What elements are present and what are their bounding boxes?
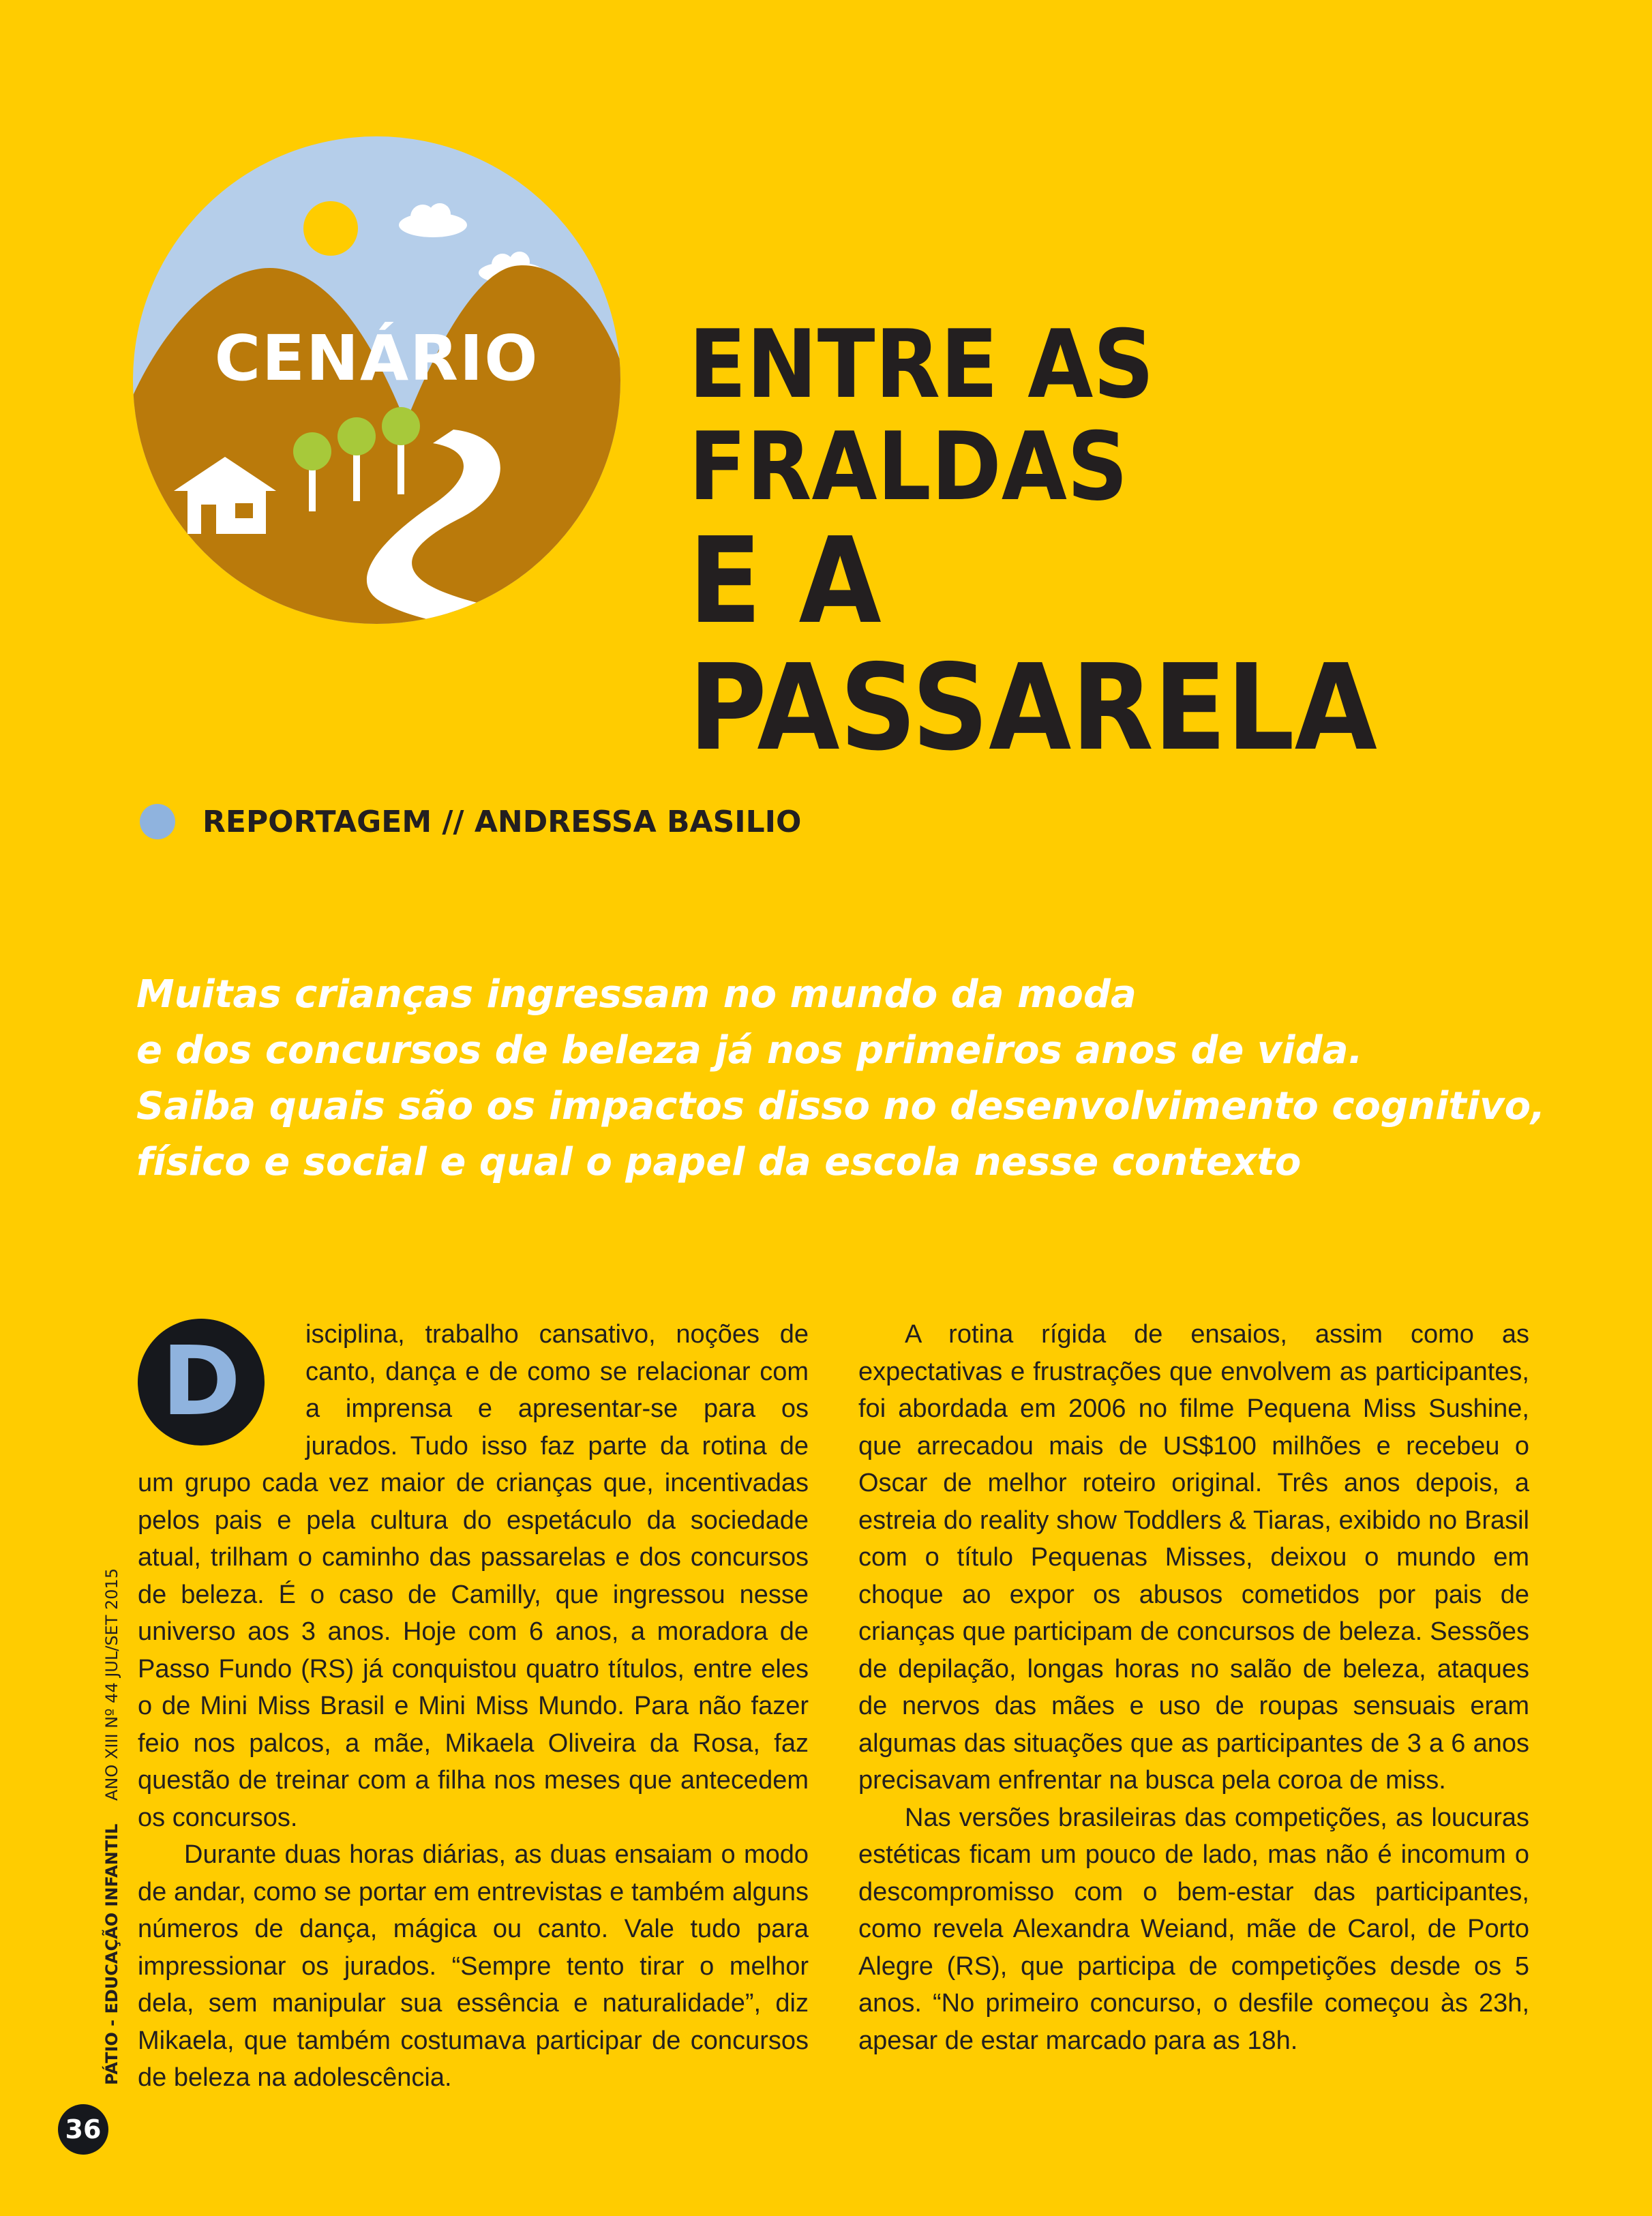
issue-info: ANO XIII Nº 44 JUL/SET 2015: [102, 1568, 121, 1801]
publication-name: PÁTIO - EDUCAÇÃO INFANTIL: [102, 1823, 121, 2085]
page-number: 36: [58, 2104, 108, 2155]
cenario-badge: [133, 136, 620, 624]
paragraph: Nas versões brasileiras das competições, as loucuras estéticas ficam um pouco de lado, mas não é incomum o descompromisso com o bem-estar das participantes, como revela Alexandra Weiand, mãe de Carol, de Porto Alegre (RS), que participa de competições desde os 5 anos. “No primeiro concurso, o desfile começou às 23h, apesar de estar marcado para as 18h.: [858, 1803, 1529, 2055]
article-title: [689, 310, 1505, 777]
title-line-1: ENTRE AS FRALDAS: [689, 310, 1154, 522]
title-line-2: E A PASSARELA: [689, 512, 1377, 777]
lede-line: Muitas crianças ingressam no mundo da moda: [136, 972, 1137, 1017]
lede-line: Saiba quais são os impactos disso no desenvolvimento cognitivo,: [136, 1084, 1546, 1128]
byline-text: REPORTAGEM // ANDRESSA BASILIO: [202, 804, 802, 839]
lede-line: físico e social e qual o papel da escola nesse contexto: [136, 1140, 1302, 1184]
lede-line: e dos concursos de beleza já nos primeiros anos de vida.: [136, 1028, 1363, 1073]
drop-cap: D: [138, 1319, 265, 1446]
running-footer: [102, 1568, 121, 2085]
paragraph: isciplina, trabalho cansativo, noções de canto, dança e de como se relacionar com a imprensa e apresentar-se para os jurados. Tudo isso faz parte da rotina de um grupo cada vez maior de crianças que, incentivadas pelos pais e pela cultura do espetáculo da sociedade atual, trilham o caminho das passarelas e dos concursos de beleza. É o caso de Camilly, que ingressou nesse universo aos 3 anos. Hoje com 6 anos, a moradora de Passo Fundo (RS) já conquistou quatro títulos, entre eles o de Mini Miss Brasil e Mini Miss Mundo. Para não fazer feio nos palcos, a mãe, Mikaela Oliveira da Rosa, faz questão de treinar com a filha nos meses que antecedem os concursos.: [138, 1320, 809, 1832]
lede: [136, 967, 1555, 1191]
sun-icon: [303, 201, 358, 256]
byline: [140, 801, 801, 842]
paragraph: Durante duas horas diárias, as duas ensaiam o modo de andar, como se portar em entrevistas e também alguns números de dança, mágica ou canto. Vale tudo para impressionar os jurados. “Sempre tento tirar o melhor dela, sem manipular sua essência e naturalidade”, diz Mikaela, que também costumava participar de concursos de beleza na adolescência.: [138, 1840, 809, 2092]
article-column-right: [858, 1316, 1529, 2059]
paragraph: A rotina rígida de ensaios, assim como as expectativas e frustrações que envolvem as participantes, foi abordada em 2006 no filme Pequena Miss Sushine, que arrecadou mais de US$100 milhões e recebeu o Oscar de melhor roteiro original. Três anos depois, a estreia do reality show Toddlers & Tiaras, exibido no Brasil com o título Pequenas Misses, deixou o mundo em choque ao expor os abusos cometidos por pais de crianças que participam de concursos de beleza. Sessões de depilação, longas horas no salão de beleza, ataques de nervos das mães e uso de roupas sensuais eram algumas das situações que as participantes de 3 a 6 anos precisavam enfrentar na busca pela coroa de miss.: [858, 1320, 1529, 1795]
bullet-icon: [140, 804, 175, 839]
section-label: CENÁRIO: [214, 322, 539, 395]
article-column-left: [138, 1316, 809, 2097]
